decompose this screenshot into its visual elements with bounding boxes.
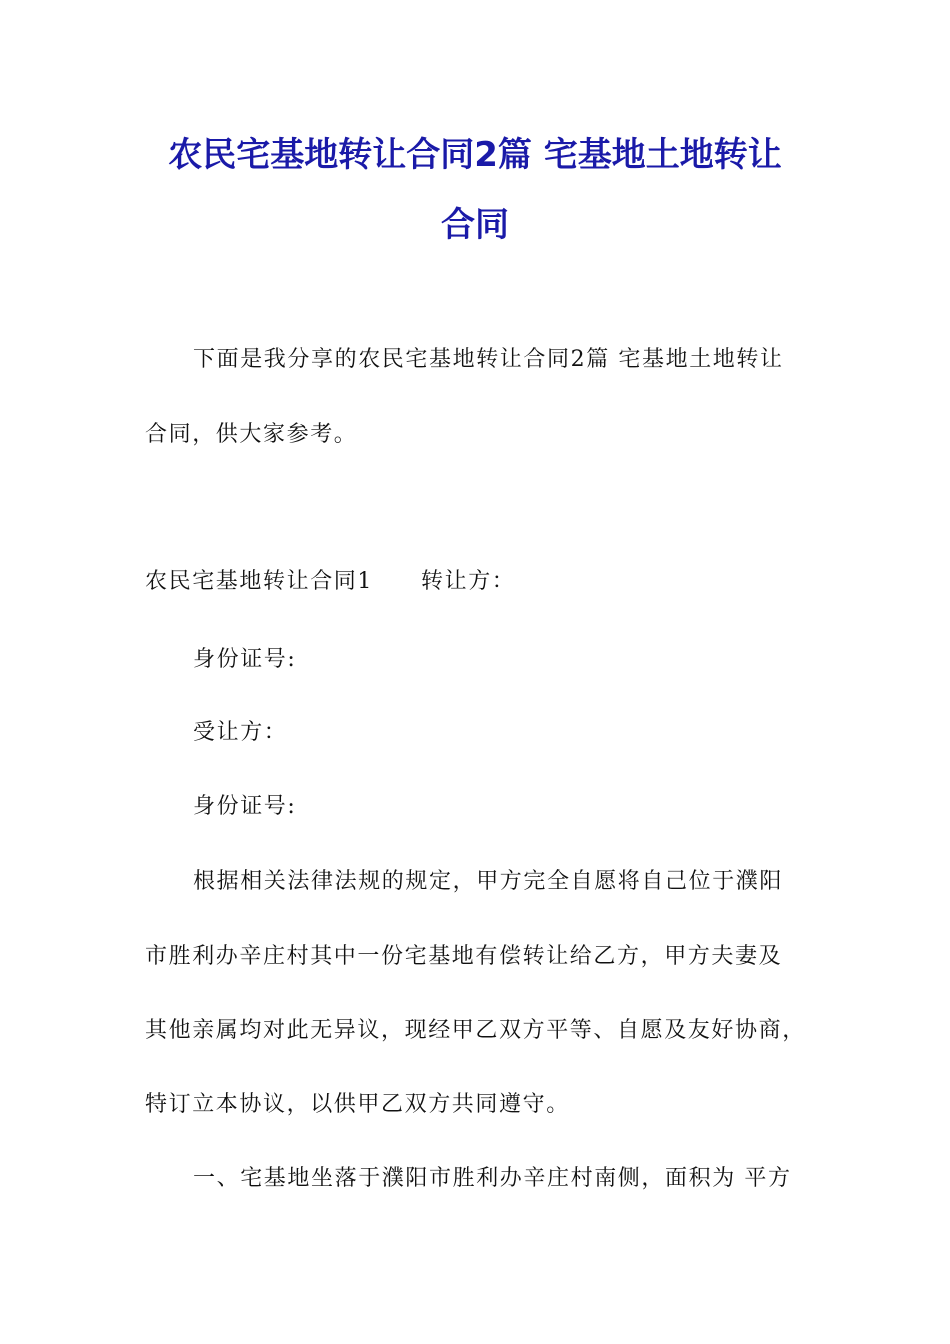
paragraph-1-line-1: 根据相关法律法规的规定，甲方完全自愿将自己位于濮阳: [193, 869, 784, 894]
intro-line-2: 合同，供大家参考。: [145, 422, 358, 447]
contract-heading-row: [145, 567, 515, 597]
contract-heading: 农民宅基地转让合同1: [145, 569, 373, 594]
clause-1-line-1: 一、宅基地坐落于濮阳市胜利办辛庄村南侧，面积为 平方: [193, 1166, 792, 1191]
paragraph-1-line-4: 特订立本协议，以供甲乙双方共同遵守。: [145, 1092, 570, 1117]
paragraph-1-line-3: 其他亲属均对此无异议，现经甲乙双方平等、自愿及友好协商，: [145, 1018, 806, 1043]
transferor-label: 转让方：: [421, 569, 516, 594]
id-number-label-2: 身份证号:: [193, 794, 297, 819]
intro-line-1: 下面是我分享的农民宅基地转让合同2篇 宅基地土地转让: [193, 347, 784, 372]
document-title-line-2: 合同: [441, 205, 509, 245]
paragraph-1-line-2: 市胜利办辛庄村其中一份宅基地有偿转让给乙方，甲方夫妻及: [145, 944, 783, 969]
id-number-label-1: 身份证号:: [193, 647, 297, 672]
transferee-label: 受让方：: [193, 720, 288, 745]
document-title-line-1: 农民宅基地转让合同2篇 宅基地土地转让: [168, 135, 782, 175]
